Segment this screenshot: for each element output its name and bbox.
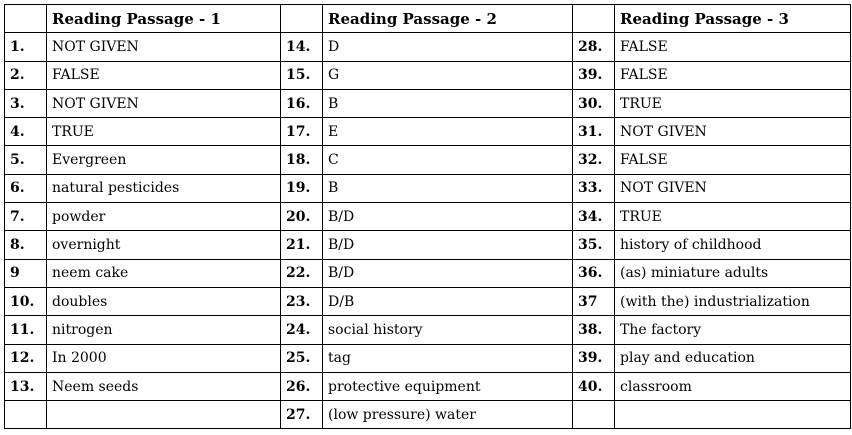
question-number: 3.	[5, 89, 47, 117]
question-number: 20.	[281, 203, 323, 231]
answer-cell: E	[323, 118, 573, 146]
answer-cell: classroom	[615, 372, 851, 400]
question-number: 7.	[5, 203, 47, 231]
question-number: 34.	[573, 203, 615, 231]
question-number: 39.	[573, 344, 615, 372]
answer-cell: B/D	[323, 259, 573, 287]
question-number: 18.	[281, 146, 323, 174]
table-row	[5, 401, 851, 429]
answer-cell: TRUE	[47, 118, 281, 146]
table-row	[5, 61, 851, 89]
table-row	[5, 259, 851, 287]
answer-cell	[615, 401, 851, 429]
answer-cell: social history	[323, 316, 573, 344]
answer-cell: B	[323, 174, 573, 202]
question-number: 28.	[573, 33, 615, 61]
answer-cell: D/B	[323, 287, 573, 315]
question-number: 27.	[281, 401, 323, 429]
answer-cell: doubles	[47, 287, 281, 315]
answer-cell	[47, 401, 281, 429]
table-row	[5, 287, 851, 315]
question-number: 14.	[281, 33, 323, 61]
answer-cell: TRUE	[615, 89, 851, 117]
answer-cell: The factory	[615, 316, 851, 344]
answer-rows	[5, 33, 851, 429]
answer-cell: In 2000	[47, 344, 281, 372]
table-row	[5, 344, 851, 372]
answer-cell: B/D	[323, 203, 573, 231]
answer-key-table	[4, 4, 851, 429]
question-number: 32.	[573, 146, 615, 174]
question-number: 36.	[573, 259, 615, 287]
question-number: 15.	[281, 61, 323, 89]
question-number: 8.	[5, 231, 47, 259]
question-number: 39.	[573, 61, 615, 89]
answer-cell: B/D	[323, 231, 573, 259]
header-row	[5, 5, 851, 33]
table-row	[5, 174, 851, 202]
answer-cell: C	[323, 146, 573, 174]
answer-cell: FALSE	[615, 146, 851, 174]
answer-cell: natural pesticides	[47, 174, 281, 202]
question-number: 4.	[5, 118, 47, 146]
question-number: 24.	[281, 316, 323, 344]
answer-cell: tag	[323, 344, 573, 372]
table-row	[5, 33, 851, 61]
answer-cell: B	[323, 89, 573, 117]
answer-cell: play and education	[615, 344, 851, 372]
question-number: 9	[5, 259, 47, 287]
question-number: 35.	[573, 231, 615, 259]
answer-cell: neem cake	[47, 259, 281, 287]
question-number: 25.	[281, 344, 323, 372]
header-number-cell	[281, 5, 323, 33]
question-number: 6.	[5, 174, 47, 202]
answer-cell: G	[323, 61, 573, 89]
question-number: 22.	[281, 259, 323, 287]
answer-cell: overnight	[47, 231, 281, 259]
question-number: 33.	[573, 174, 615, 202]
question-number: 37	[573, 287, 615, 315]
question-number: 1.	[5, 33, 47, 61]
answer-cell: Evergreen	[47, 146, 281, 174]
question-number: 31.	[573, 118, 615, 146]
question-number: 10.	[5, 287, 47, 315]
table-row	[5, 146, 851, 174]
question-number: 19.	[281, 174, 323, 202]
question-number: 2.	[5, 61, 47, 89]
question-number: 40.	[573, 372, 615, 400]
header-passage-1: Reading Passage - 1	[47, 5, 281, 33]
question-number: 5.	[5, 146, 47, 174]
question-number: 11.	[5, 316, 47, 344]
answer-cell: (low pressure) water	[323, 401, 573, 429]
answer-cell: FALSE	[615, 33, 851, 61]
table-row	[5, 203, 851, 231]
answer-cell: D	[323, 33, 573, 61]
table-row	[5, 231, 851, 259]
header-passage-2: Reading Passage - 2	[323, 5, 573, 33]
question-number: 17.	[281, 118, 323, 146]
answer-cell: NOT GIVEN	[47, 33, 281, 61]
question-number	[5, 401, 47, 429]
answer-cell: NOT GIVEN	[615, 118, 851, 146]
question-number: 16.	[281, 89, 323, 117]
answer-cell: nitrogen	[47, 316, 281, 344]
answer-cell: powder	[47, 203, 281, 231]
answer-cell: Neem seeds	[47, 372, 281, 400]
question-number	[573, 401, 615, 429]
question-number: 13.	[5, 372, 47, 400]
table-row	[5, 316, 851, 344]
answer-cell: TRUE	[615, 203, 851, 231]
question-number: 26.	[281, 372, 323, 400]
answer-cell: protective equipment	[323, 372, 573, 400]
answer-cell: FALSE	[47, 61, 281, 89]
question-number: 23.	[281, 287, 323, 315]
header-number-cell	[573, 5, 615, 33]
answer-cell: (as) miniature adults	[615, 259, 851, 287]
header-number-cell	[5, 5, 47, 33]
table-row	[5, 118, 851, 146]
answer-cell: (with the) industrialization	[615, 287, 851, 315]
answer-cell: FALSE	[615, 61, 851, 89]
question-number: 38.	[573, 316, 615, 344]
answer-cell: NOT GIVEN	[47, 89, 281, 117]
table-row	[5, 89, 851, 117]
question-number: 12.	[5, 344, 47, 372]
table-row	[5, 372, 851, 400]
header-passage-3: Reading Passage - 3	[615, 5, 851, 33]
answer-cell: history of childhood	[615, 231, 851, 259]
answer-cell: NOT GIVEN	[615, 174, 851, 202]
question-number: 30.	[573, 89, 615, 117]
question-number: 21.	[281, 231, 323, 259]
